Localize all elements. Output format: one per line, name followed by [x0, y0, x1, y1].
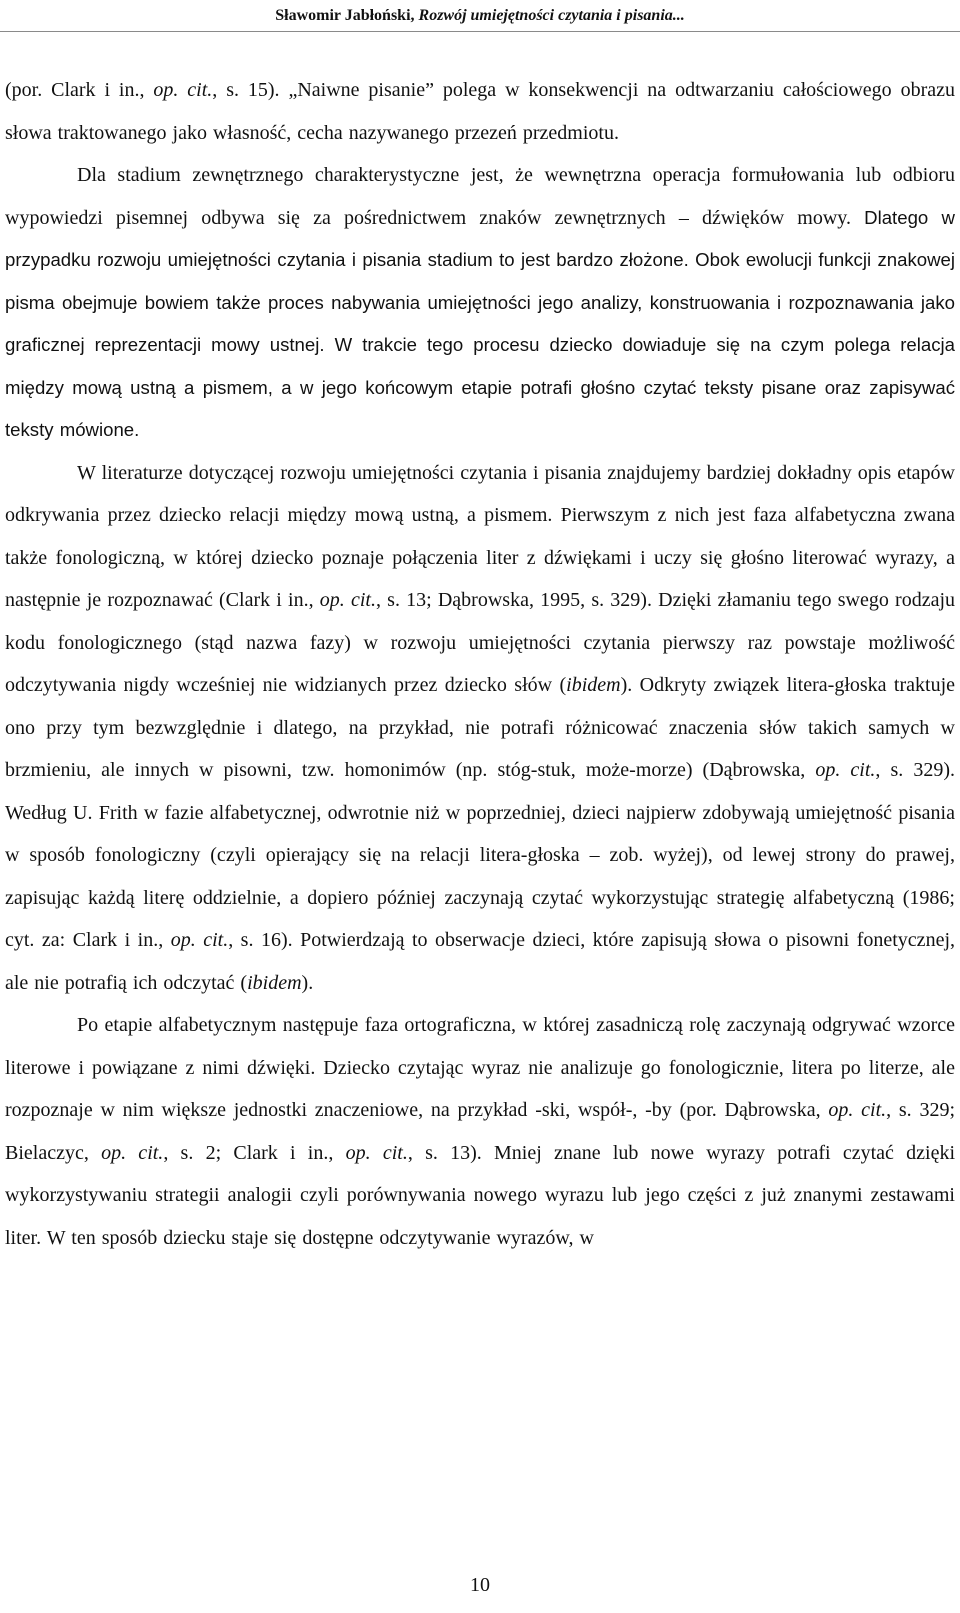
page-number: 10 [470, 1574, 490, 1596]
p3-text-6: ). [301, 971, 314, 994]
header-divider [0, 31, 960, 32]
p3-text-4: , s. 329). Według U. Frith w fazie alfabetycznej, odwrotnie niż w poprzedniej, dzieci najpierw zdobywają umiejętność pisania w sposób fonologiczny (czyli opierający się na relacji litera-głoska – zob. wyżej), od lewej strony do prawej, zapisując każdą literę oddzielnie, a dopiero później zaczynają czytać wykorzystując strategię alfabetyczną (1986; cyt. za: Clark i in., [5, 759, 955, 951]
p1-citation-opcit: op. cit. [153, 79, 213, 101]
p2-text-3: Obok ewolucji funkcji znakowej pisma obejmuje bowiem także proces nabywania umiejętności jego analizy, konstruowania i rozpoznawania jako graficznej reprezentacji mowy ustnej. [5, 249, 955, 355]
paragraph-3 [5, 452, 955, 1005]
body-text [5, 69, 955, 1259]
p4-citation-opcit-1: op. cit. [828, 1099, 887, 1121]
p4-citation-opcit-3: op. cit. [345, 1141, 408, 1164]
paragraph-2 [5, 154, 955, 452]
paragraph-1 [5, 69, 955, 154]
p2-text-1: Dla stadium zewnętrznego charakterystyczne jest, że wewnętrzna operacja formułowania lub odbioru wypowiedzi pisemnej odbywa się za pośrednictwem znaków zewnętrznych – dźwięków mowy. [5, 164, 955, 229]
p4-text-4: , s. 13). Mniej znane lub nowe wyrazy potrafi czytać dzięki wykorzystywaniu strategii analogii czyli porównywania nowego wyrazu lub jego części z już znanymi zestawami liter. W ten sposób dziecku staje się dostępne odczytywanie wyrazów, w [5, 1141, 956, 1249]
p4-citation-opcit-2: op. cit. [101, 1141, 164, 1164]
p2-text-4: W trakcie tego procesu dziecko dowiaduje się na czym polega relacja między mową ustną a pismem, a w jego końcowym etapie potrafi głośno czytać teksty pisane oraz zapisywać teksty mówione. [5, 334, 956, 440]
header-title: Rozwój umiejętności czytania i pisania... [418, 7, 685, 24]
p3-text-1: W literaturze dotyczącej rozwoju umiejętności czytania i pisania znajdujemy bardziej dokładny opis etapów odkrywania przez dziecko relacji między mową ustną, a pismem. Pierwszym z nich jest faza alfabetyczna zwana także fonologiczną, w której dziecko poznaje połączenia liter z dźwiękami i uczy się głośno literować wyrazy, a następnie je rozpoznawać (Clark i in., [5, 461, 955, 611]
running-header [0, 6, 960, 26]
p1-text-1: (por. Clark i in., [5, 79, 154, 101]
p3-citation-opcit-2: op. cit. [815, 759, 876, 781]
p3-citation-opcit-3: op. cit. [170, 929, 229, 951]
paragraph-4 [5, 1004, 955, 1259]
p4-text-3: , s. 2; Clark i in., [163, 1141, 346, 1164]
p3-text-3: ). Odkryty związek litera-głoska traktuje ono przy tym bezwzględnie i dlatego, na przykład, nie potrafi różnicować znaczenia słów takich samych w brzmieniu, ale innych w pisowni, tzw. homonimów (np. stóg-stuk, może-morze) (Dąbrowska, [5, 674, 956, 781]
header-author: Sławomir Jabłoński, [275, 7, 419, 24]
p4-text-2: , s. 329; Bielaczyc, [5, 1099, 955, 1164]
p3-citation-ibidem-1: ibidem [566, 674, 621, 696]
p2-text-2: Dlatego w przypadku rozwoju umiejętności czytania i pisania stadium to jest bardzo złożone. [5, 206, 955, 270]
p3-text-5: , s. 16). Potwierdzają to obserwacje dzieci, które zapisują słowa o pisowni fonetycznej, ale nie potrafią ich odczytać ( [5, 929, 955, 994]
p4-text-1: Po etapie alfabetycznym następuje faza ortograficzna, w której zasadniczą rolę zaczynają odgrywać wzorce literowe i powiązane z nimi dźwięki. Dziecko czytając wyraz nie analizuje go fonologicznie, litera po literze, ale rozpoznaje w nim większe jednostki znaczeniowe, na przykład -ski, współ-, -by (por. Dąbrowska, [5, 1014, 955, 1121]
p3-citation-ibidem-2: ibidem [247, 971, 302, 994]
p3-citation-opcit-1: op. cit. [319, 589, 376, 611]
p3-text-2: , s. 13; Dąbrowska, 1995, s. 329). Dzięki złamaniu tego swego rodzaju kodu fonologicznego (stąd nazwa fazy) w rozwoju umiejętności czytania pierwszy raz powstaje możliwość odczytywania nigdy wcześniej nie widzianych przez dziecko słów ( [5, 589, 955, 696]
p1-text-2: , s. 15). „Naiwne pisanie” polega w konsekwencji na odtwarzaniu całościowego obrazu słowa traktowanego jako własność, cecha nazywanego przezeń przedmiotu. [5, 79, 955, 144]
